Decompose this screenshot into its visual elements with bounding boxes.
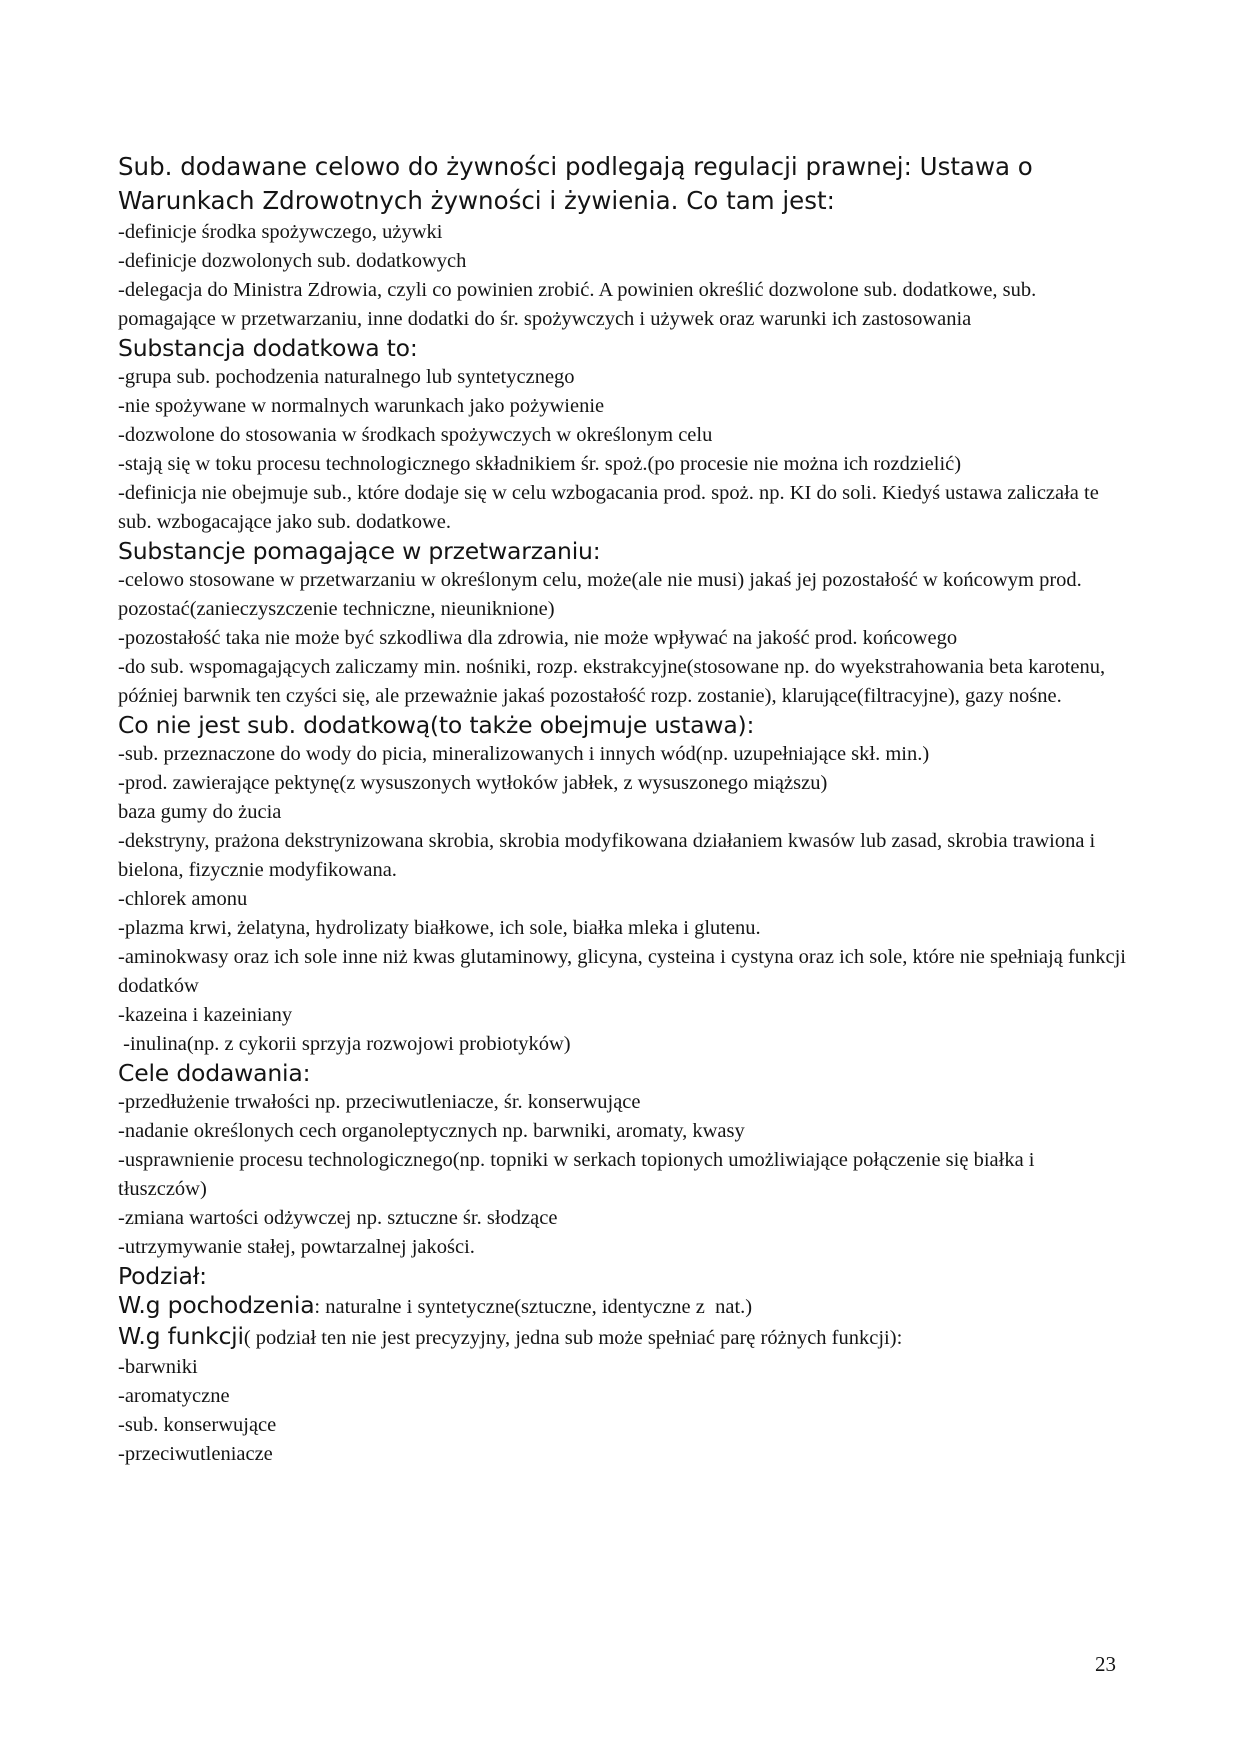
pochodzenie-label: W.g pochodzenia: [118, 1291, 315, 1319]
page-number: 23: [1095, 1652, 1116, 1676]
list-item: -pozostałość taka nie może być szkodliwa dla zdrowia, nie może wpływać na jakość prod. końcowego: [118, 627, 958, 649]
list-item: -grupa sub. pochodzenia naturalnego lub syntetycznego: [118, 366, 575, 388]
section-heading-cele: Cele dodawania:: [118, 1059, 311, 1087]
list-item: -plazma krwi, żelatyna, hydrolizaty białkowe, ich sole, białka mleka i glutenu.: [118, 917, 761, 939]
list-item: -celowo stosowane w przetwarzaniu w określonym celu, może(ale nie musi) jakaś jej pozostałość w końcowym prod. pozostać(zanieczyszczenie techniczne, nieuniknione): [118, 569, 1082, 620]
list-item: -sub. przeznaczone do wody do picia, mineralizowanych i innych wód(np. uzupełniające skł. min.): [118, 743, 930, 765]
list-item: -nie spożywane w normalnych warunkach jako pożywienie: [118, 395, 605, 417]
pochodzenie-text: : naturalne i syntetyczne(sztuczne, identyczne z nat.): [314, 1296, 753, 1318]
list-item: -delegacja do Ministra Zdrowia, czyli co powinien zrobić. A powinien określić dozwolone sub. dodatkowe, sub. pomagające w przetwarzaniu, inne dodatki do śr. spożywczych i używek oraz warunki ich zastosowania: [118, 279, 1037, 330]
list-item: -aminokwasy oraz ich sole inne niż kwas glutaminowy, glicyna, cysteina i cystyna oraz ich sole, które nie spełniają funkcji dodatków: [118, 946, 1126, 997]
pochodzenie-line: [118, 1291, 1128, 1322]
list-item: -przeciwutleniacze: [118, 1443, 273, 1465]
intro-heading: Sub. dodawane celowo do żywności podlegają regulacji prawnej: Ustawa o Warunkach Zdrowotnych żywności i żywienia. Co tam jest:: [118, 152, 1033, 215]
section-heading-substancja: Substancja dodatkowa to:: [118, 334, 418, 362]
list-item: -do sub. wspomagających zaliczamy min. nośniki, rozp. ekstrakcyjne(stosowane np. do wyekstrahowania beta karotenu, później barwnik ten czyści się, ale przeważnie jakaś pozostałość rozp. zostanie), klarujące(filtracyjne), gazy nośne.: [118, 656, 1106, 707]
list-item: -definicje środka spożywczego, używki: [118, 221, 443, 243]
section-heading-podzial: Podział:: [118, 1262, 207, 1290]
list-item: -definicje dozwolonych sub. dodatkowych: [118, 250, 467, 272]
list-item: -sub. konserwujące: [118, 1414, 277, 1436]
list-item: -utrzymywanie stałej, powtarzalnej jakości.: [118, 1236, 475, 1258]
list-item: -usprawnienie procesu technologicznego(np. topniki w serkach topionych umożliwiające połączenie się białka i tłuszczów): [118, 1149, 1035, 1200]
list-item: -chlorek amonu: [118, 888, 248, 910]
list-item: -przedłużenie trwałości np. przeciwutleniacze, śr. konserwujące: [118, 1091, 641, 1113]
list-item: -definicja nie obejmuje sub., które dodaje się w celu wzbogacania prod. spoż. np. KI do soli. Kiedyś ustawa zaliczała te sub. wzbogacające jako sub. dodatkowe.: [118, 482, 1099, 533]
list-item: -nadanie określonych cech organoleptycznych np. barwniki, aromaty, kwasy: [118, 1120, 745, 1142]
section-heading-nie-jest: Co nie jest sub. dodatkową(to także obejmuje ustawa):: [118, 711, 755, 739]
list-item: -stają się w toku procesu technologicznego składnikiem śr. spoż.(po procesie nie można ich rozdzielić): [118, 453, 962, 475]
list-item: -barwniki: [118, 1356, 198, 1378]
list-item: -kazeina i kazeiniany: [118, 1004, 293, 1026]
list-item: -inulina(np. z cykorii sprzyja rozwojowi probiotyków): [118, 1033, 571, 1055]
list-item: -aromatyczne: [118, 1385, 230, 1407]
list-item: -zmiana wartości odżywczej np. sztuczne śr. słodzące: [118, 1207, 558, 1229]
page-content: [118, 150, 1128, 1469]
list-item: -dozwolone do stosowania w środkach spożywczych w określonym celu: [118, 424, 713, 446]
list-item: -prod. zawierające pektynę(z wysuszonych wytłoków jabłek, z wysuszonego miąższu): [118, 772, 828, 794]
list-item: baza gumy do żucia: [118, 801, 282, 823]
funkcji-text: ( podział ten nie jest precyzyjny, jedna sub może spełniać parę różnych funkcji):: [243, 1327, 903, 1349]
list-item: -dekstryny, prażona dekstrynizowana skrobia, skrobia modyfikowana działaniem kwasów lub zasad, skrobia trawiona i bielona, fizycznie modyfikowana.: [118, 830, 1096, 881]
funkcji-label: W.g funkcji: [118, 1322, 244, 1350]
funkcji-line: [118, 1322, 1128, 1353]
section-heading-pomagajace: Substancje pomagające w przetwarzaniu:: [118, 537, 601, 565]
